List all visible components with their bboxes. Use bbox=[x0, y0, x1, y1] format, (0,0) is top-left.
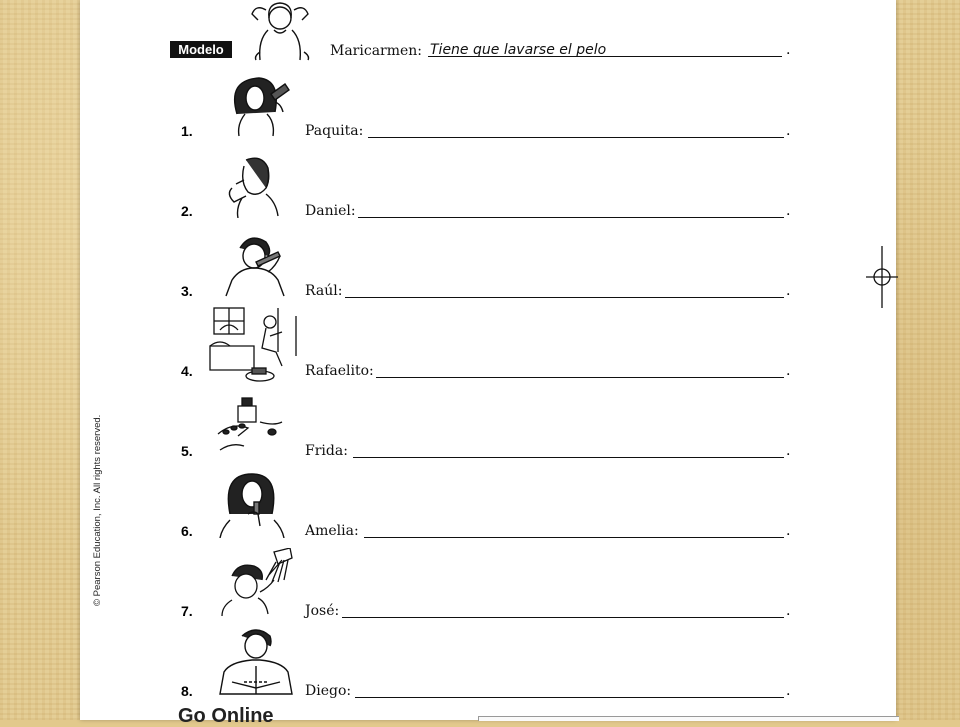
model-badge: Modelo bbox=[170, 41, 232, 58]
registration-mark-icon bbox=[866, 246, 898, 308]
copyright-notice: © Pearson Education, Inc. All rights reserved. bbox=[92, 414, 103, 606]
answer-line-8[interactable] bbox=[355, 697, 784, 698]
item-period: . bbox=[786, 443, 791, 459]
bottom-scroll-panel bbox=[478, 716, 899, 721]
model-answer: Tiene que lavarse el pelo bbox=[430, 42, 607, 58]
answer-line-1[interactable] bbox=[368, 137, 784, 138]
man-shaving-icon bbox=[218, 154, 288, 218]
item-number: 6. bbox=[181, 523, 193, 539]
item-name: José: bbox=[305, 603, 340, 619]
item-number: 8. bbox=[181, 683, 193, 699]
boy-showering-icon bbox=[218, 548, 298, 618]
item-period: . bbox=[786, 203, 791, 219]
item-name: Rafaelito: bbox=[305, 363, 374, 379]
girl-combing-hair-icon bbox=[215, 74, 300, 138]
item-name: Raúl: bbox=[305, 283, 343, 299]
item-period: . bbox=[786, 603, 791, 619]
model-period: . bbox=[786, 42, 791, 58]
item-period: . bbox=[786, 683, 791, 699]
answer-line-3[interactable] bbox=[345, 297, 784, 298]
item-name: Paquita: bbox=[305, 123, 364, 139]
item-period: . bbox=[786, 123, 791, 139]
item-number: 7. bbox=[181, 603, 193, 619]
item-name: Frida: bbox=[305, 443, 348, 459]
item-name: Amelia: bbox=[305, 523, 359, 539]
item-period: . bbox=[786, 283, 791, 299]
boy-waking-up-icon bbox=[208, 306, 300, 384]
answer-line-2[interactable] bbox=[358, 217, 784, 218]
item-number: 1. bbox=[181, 123, 193, 139]
item-number: 2. bbox=[181, 203, 193, 219]
item-number: 4. bbox=[181, 363, 193, 379]
model-name: Maricarmen: bbox=[330, 43, 423, 59]
item-period: . bbox=[786, 363, 791, 379]
item-period: . bbox=[786, 523, 791, 539]
girl-applying-makeup-icon bbox=[212, 470, 292, 538]
painting-nails-icon bbox=[216, 396, 286, 456]
model-answer-line bbox=[428, 56, 782, 57]
answer-line-6[interactable] bbox=[364, 537, 784, 538]
answer-line-7[interactable] bbox=[342, 617, 784, 618]
boy-getting-dressed-icon bbox=[210, 626, 304, 700]
answer-line-5[interactable] bbox=[353, 457, 784, 458]
item-number: 3. bbox=[181, 283, 193, 299]
answer-line-4[interactable] bbox=[376, 377, 784, 378]
item-name: Diego: bbox=[305, 683, 352, 699]
item-name: Daniel: bbox=[305, 203, 356, 219]
boy-brushing-teeth-icon bbox=[212, 232, 302, 298]
girl-washing-hair-icon bbox=[230, 0, 330, 62]
worksheet-page bbox=[80, 0, 896, 727]
item-number: 5. bbox=[181, 443, 193, 459]
go-online-logo: Go Online bbox=[178, 705, 274, 727]
